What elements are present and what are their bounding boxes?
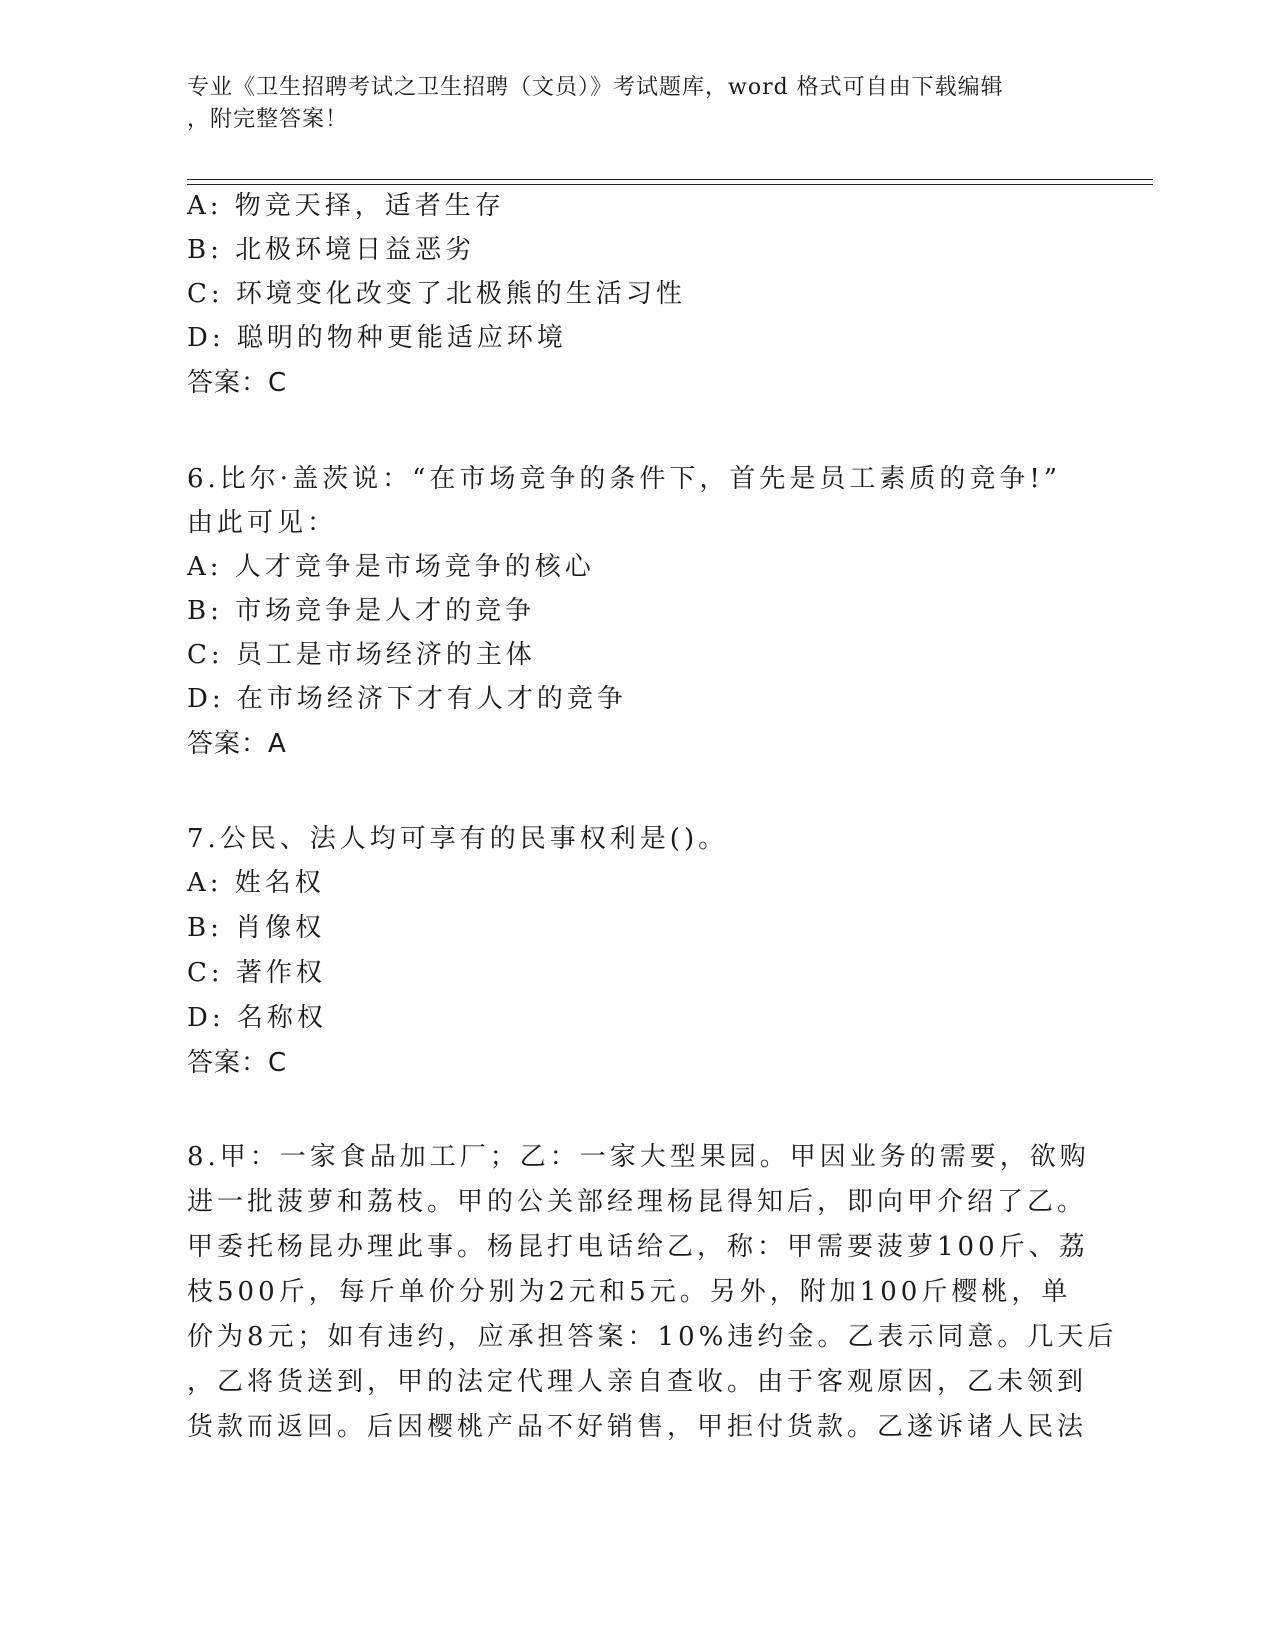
q5-option-a: A: 物竞天择，适者生存 xyxy=(187,191,505,221)
q7-answer: 答案：C xyxy=(187,1048,288,1078)
q8-stem-line: 甲委托杨昆办理此事。杨昆打电话给乙，称：甲需要菠萝100斤、荔 xyxy=(187,1232,1089,1262)
q8-stem-line: 货款而返回。后因樱桃产品不好销售，甲拒付货款。乙遂诉诸人民法 xyxy=(187,1412,1088,1442)
q6-option-d: D: 在市场经济下才有人才的竞争 xyxy=(187,684,627,714)
q6-stem-line-2: 由此可见： xyxy=(187,508,338,538)
q6-option-c: C: 员工是市场经济的主体 xyxy=(187,640,536,670)
q5-option-d: D: 聪明的物种更能适应环境 xyxy=(187,323,567,353)
q7-stem: 7.公民、法人均可享有的民事权利是()。 xyxy=(187,824,729,854)
q5-option-b: B: 北极环境日益恶劣 xyxy=(187,235,476,265)
header-line-1: 专业《卫生招聘考试之卫生招聘（文员）》考试题库，word 格式可自由下载编辑 xyxy=(187,75,1004,100)
q7-option-d: D: 名称权 xyxy=(187,1003,327,1033)
header-divider-top xyxy=(187,179,1153,180)
q6-stem-line-1: 6.比尔·盖茨说：“在市场竞争的条件下，首先是员工素质的竞争!” xyxy=(187,464,1062,494)
q6-option-b: B: 市场竞争是人才的竞争 xyxy=(187,596,536,626)
q8-stem-line: 进一批菠萝和荔枝。甲的公关部经理杨昆得知后，即向甲介绍了乙。 xyxy=(187,1187,1088,1217)
q6-answer: 答案：A xyxy=(187,729,287,759)
q8-stem-line: ，乙将货送到，甲的法定代理人亲自查收。由于客观原因，乙未领到 xyxy=(187,1367,1088,1397)
q7-option-b: B: 肖像权 xyxy=(187,913,326,943)
q5-option-c: C: 环境变化改变了北极熊的生活习性 xyxy=(187,279,686,309)
q6-option-a: A: 人才竞争是市场竞争的核心 xyxy=(187,552,595,582)
q8-stem-line: 价为8元；如有违约，应承担答案：10%违约金。乙表示同意。几天后 xyxy=(187,1322,1118,1352)
q7-option-c: C: 著作权 xyxy=(187,958,326,988)
document-header xyxy=(187,72,1067,136)
header-line-2: ，附完整答案！ xyxy=(187,107,349,132)
q5-answer: 答案：C xyxy=(187,368,288,398)
header-divider-bottom xyxy=(187,184,1153,185)
q8-stem-line: 8.甲：一家食品加工厂；乙：一家大型果园。甲因业务的需要，欲购 xyxy=(187,1142,1090,1172)
q7-option-a: A: 姓名权 xyxy=(187,868,325,898)
q8-stem-line: 枝500斤，每斤单价分别为2元和5元。另外，附加100斤樱桃，单 xyxy=(187,1277,1072,1307)
